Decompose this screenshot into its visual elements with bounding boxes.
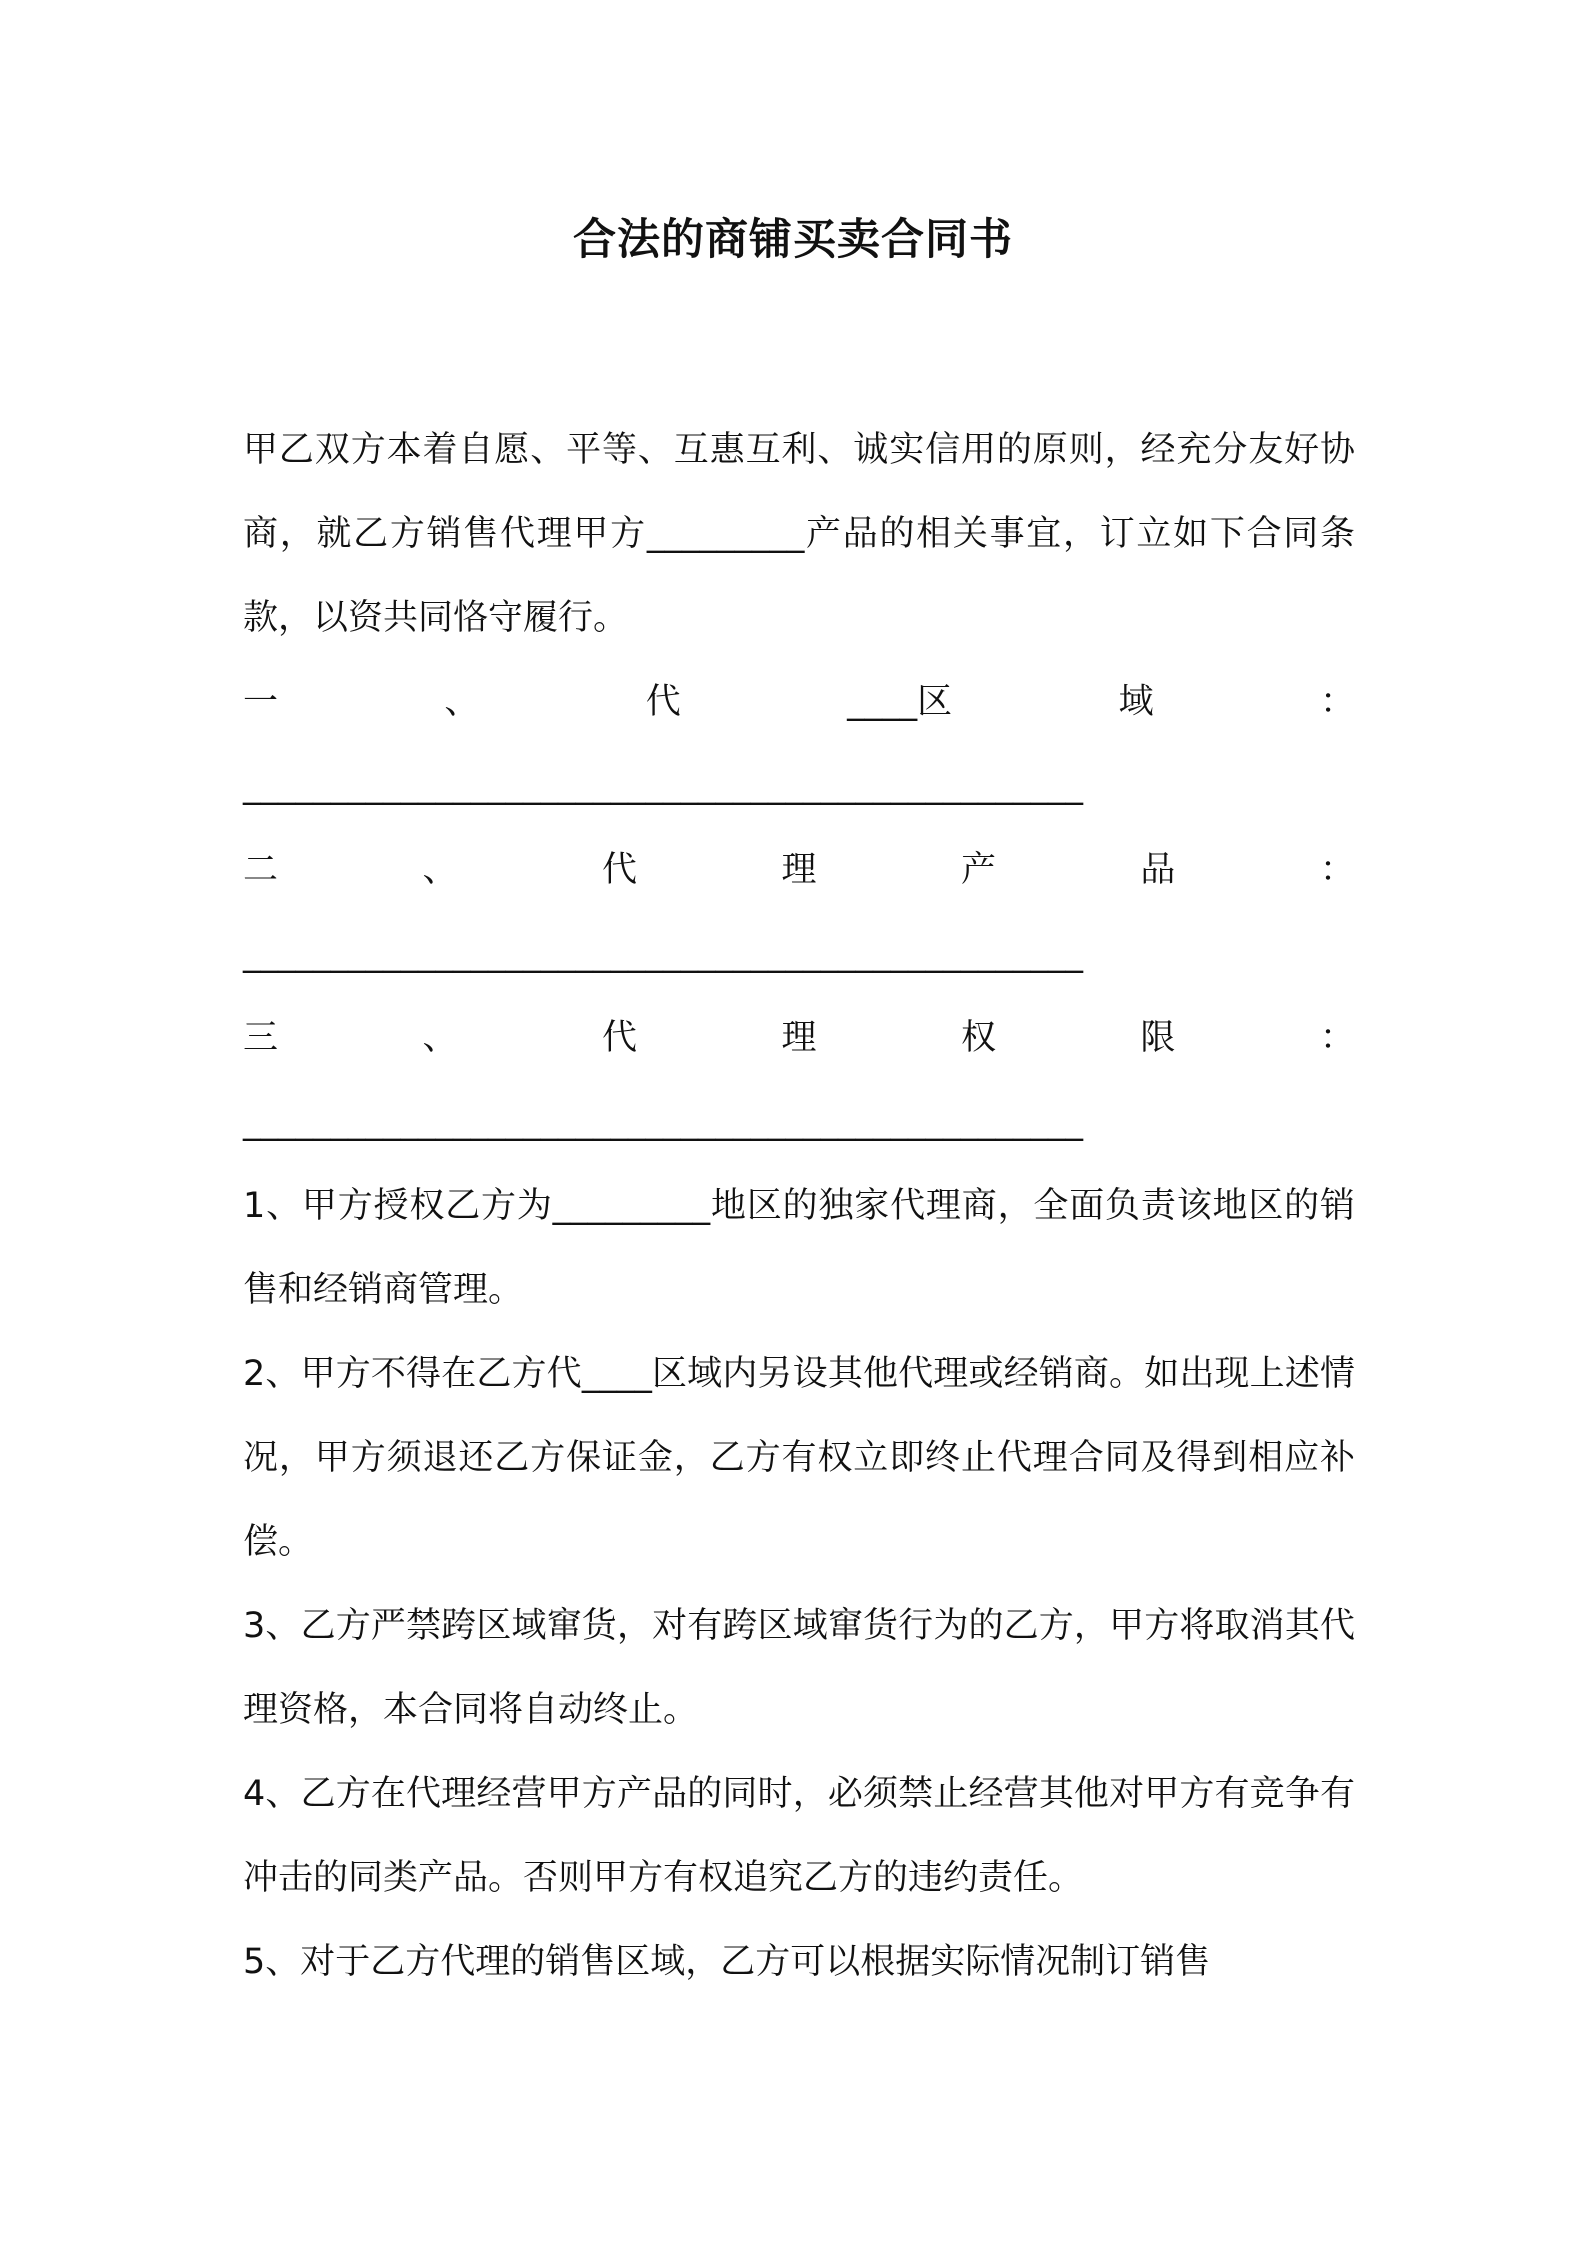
section-heading-part: 权 — [960, 1018, 996, 1058]
section-heading-part: 、 — [422, 850, 458, 890]
blank-underline: ________________________________________________ — [243, 766, 1083, 806]
section-heading-authority — [243, 996, 1355, 1080]
clause-paragraph: 4、乙方在代理经营甲方产品的同时，必须禁止经营其他对甲方有竞争有冲击的同类产品。否则甲方有权追究乙方的违约责任。 — [243, 1774, 1355, 1898]
clause-paragraph: 3、乙方严禁跨区域窜货，对有跨区域窜货行为的乙方，甲方将取消其代理资格，本合同将自动终止。 — [243, 1606, 1355, 1730]
fill-in-blank-authority — [243, 1080, 1355, 1164]
section-heading-part: 代 — [601, 850, 637, 890]
section-heading-part: 代 — [601, 1018, 637, 1058]
blank-underline: ________________________________________________ — [243, 934, 1083, 974]
clause-paragraph: 1、甲方授权乙方为_________地区的独家代理商，全面负责该地区的销售和经销商管理。 — [243, 1186, 1355, 1310]
section-heading-part: 域 — [1118, 682, 1154, 722]
section-heading-part: ： — [1319, 1018, 1355, 1058]
fill-in-blank-region — [243, 744, 1355, 828]
section-heading-part: ： — [1319, 682, 1355, 722]
section-heading-part: 品 — [1140, 850, 1176, 890]
document-title: 合法的商铺买卖合同书 — [573, 215, 1013, 265]
section-heading-part: 一 — [243, 682, 279, 722]
blank-underline: ________________________________________________ — [243, 1102, 1083, 1142]
section-heading-part: ： — [1319, 850, 1355, 890]
section-heading-part: 、 — [444, 682, 480, 722]
section-heading-part: 三 — [243, 1018, 279, 1058]
section-heading-product — [243, 828, 1355, 912]
clause-paragraph: 5、对于乙方代理的销售区域，乙方可以根据实际情况制订销售 — [243, 1942, 1211, 1982]
section-heading-part: 代 — [645, 682, 681, 722]
section-heading-region — [243, 660, 1355, 744]
clause-paragraph: 2、甲方不得在乙方代____区域内另设其他代理或经销商。如出现上述情况，甲方须退还乙方保证金，乙方有权立即终止代理合同及得到相应补偿。 — [243, 1354, 1355, 1562]
document-body — [243, 408, 1355, 2004]
section-heading-part: 理 — [781, 850, 817, 890]
section-heading-part: 、 — [422, 1018, 458, 1058]
section-heading-part: 产 — [960, 850, 996, 890]
fill-in-blank-product — [243, 912, 1355, 996]
section-heading-part: 理 — [781, 1018, 817, 1058]
section-heading-part: ____区 — [847, 682, 953, 722]
section-heading-part: 限 — [1140, 1018, 1176, 1058]
intro-paragraph: 甲乙双方本着自愿、平等、互惠互利、诚实信用的原则，经充分友好协商，就乙方销售代理甲方_________产品的相关事宜，订立如下合同条款，以资共同恪守履行。 — [243, 430, 1355, 638]
section-heading-part: 二 — [243, 850, 279, 890]
